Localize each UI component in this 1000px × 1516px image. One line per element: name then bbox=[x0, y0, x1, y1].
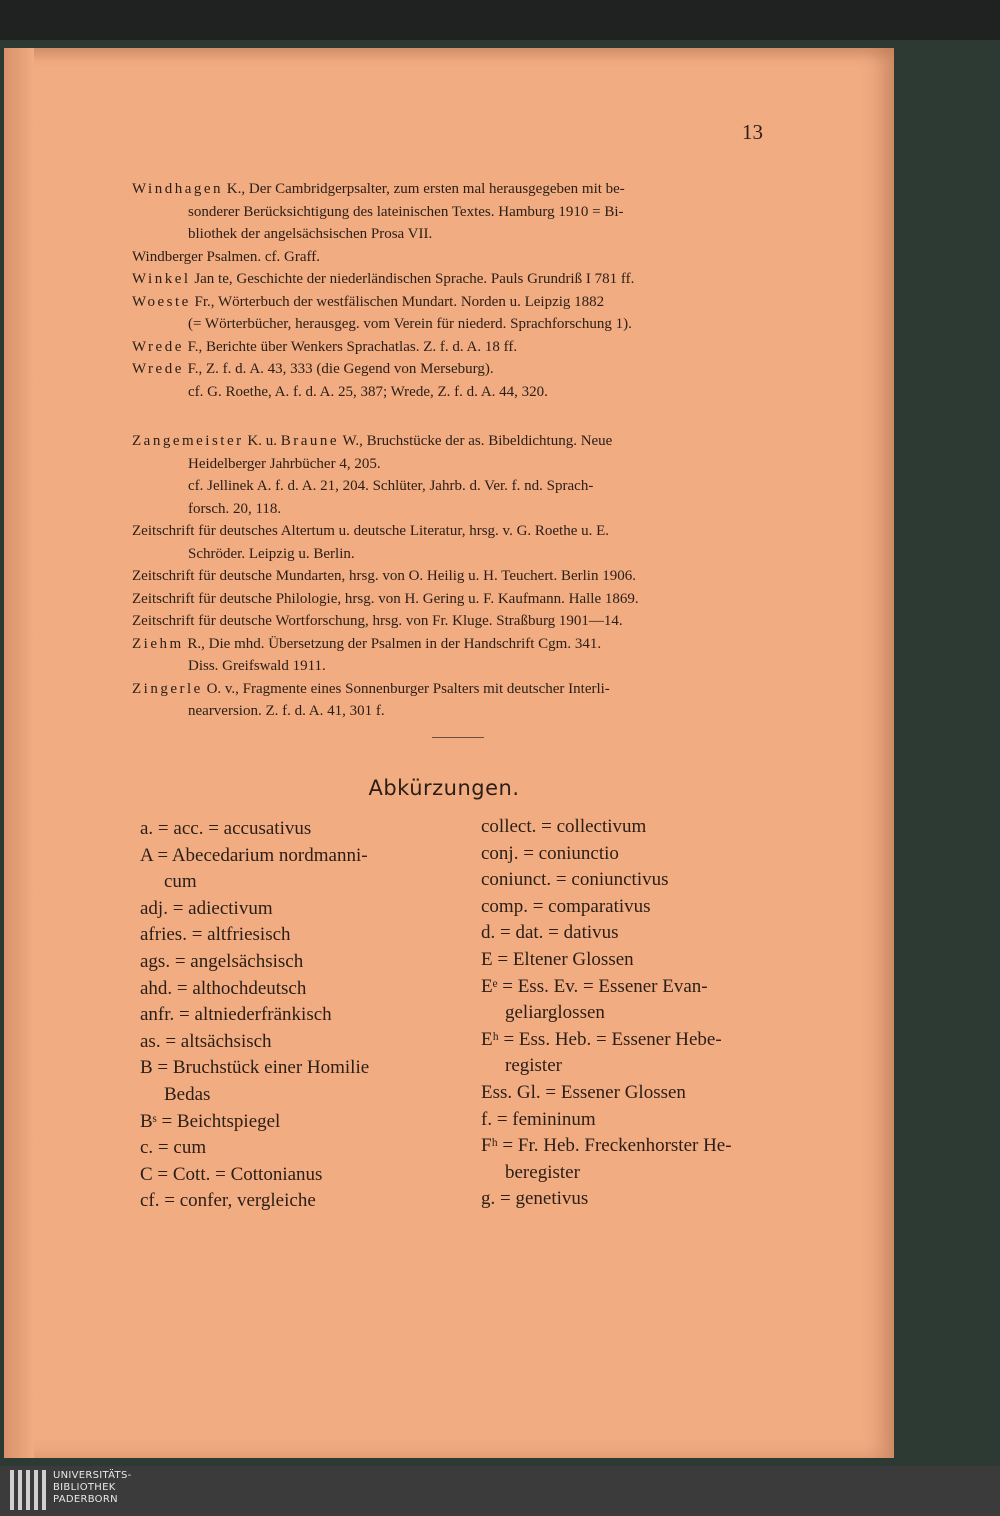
library-footer-bar bbox=[0, 1466, 1000, 1516]
bibliography-entry bbox=[132, 588, 792, 611]
entry-continuation: (= Wörterbücher, herausgeg. vom Verein für niederd. Sprachforschung 1). bbox=[188, 316, 632, 332]
entry-continuation: forsch. 20, 118. bbox=[188, 500, 282, 517]
bibliography-entry bbox=[132, 565, 792, 588]
abbreviation-item: cf. = confer, vergleiche bbox=[140, 1190, 316, 1212]
logo-line-2: BIBLIOTHEK bbox=[53, 1482, 116, 1493]
abbreviation-item: Eᵉ = Ess. Ev. = Essener Evan- bbox=[481, 975, 708, 997]
bibliography-entry bbox=[132, 678, 792, 723]
bibliography-entry bbox=[132, 358, 792, 403]
abbreviation-item: d. = dat. = dativus bbox=[481, 922, 619, 944]
entry-author: Wrede bbox=[132, 338, 184, 355]
abbreviation-continuation: Bedas bbox=[164, 1083, 211, 1105]
entry-continuation: Schröder. Leipzig u. Berlin. bbox=[188, 545, 355, 562]
entry-author: Braune bbox=[280, 433, 340, 449]
library-logo-text bbox=[53, 1470, 132, 1506]
abbreviation-item: E = Eltener Glossen bbox=[481, 948, 634, 970]
bibliography-entry bbox=[132, 430, 792, 520]
entry-text: F., Z. f. d. A. 43, 333 (die Gegend von Merseburg). bbox=[183, 361, 494, 377]
abbreviation-item: a. = acc. = accusativus bbox=[140, 818, 312, 839]
page-binding bbox=[4, 48, 34, 1458]
abbreviation-continuation: cum bbox=[164, 871, 197, 893]
library-logo-icon bbox=[10, 1470, 46, 1510]
logo-line-3: PADERBORN bbox=[53, 1494, 118, 1505]
entry-continuation: bliothek der angelsächsischen Prosa VII. bbox=[188, 226, 433, 242]
entry-continuation: cf. G. Roethe, A. f. d. A. 25, 387; Wrede, Z. f. d. A. 44, 320. bbox=[188, 383, 548, 400]
bibliography-entry bbox=[132, 610, 792, 633]
entry-continuation: Diss. Greifswald 1911. bbox=[188, 658, 326, 674]
abbreviation-item: ags. = angelsächsisch bbox=[140, 950, 304, 972]
entry-author: Winkel bbox=[132, 271, 191, 287]
entry-author: Wrede bbox=[132, 361, 184, 377]
entry-author: Zangemeister bbox=[132, 433, 244, 449]
entry-continuation: sonderer Berücksichtigung des lateinischen Textes. Hamburg 1910 = Bi- bbox=[188, 203, 624, 220]
abbreviation-item: B = Bruchstück einer Homilie bbox=[140, 1057, 370, 1079]
bibliography-entry bbox=[132, 246, 792, 269]
abbreviations-right-column bbox=[481, 814, 786, 1213]
page-number: 13 bbox=[742, 120, 763, 144]
bibliography-z-section bbox=[132, 430, 792, 723]
entry-text: Zeitschrift für deutsche Philologie, hrsg. von H. Gering u. F. Kaufmann. Halle 1869. bbox=[132, 590, 639, 607]
logo-line-1: UNIVERSITÄTS- bbox=[53, 1470, 132, 1481]
entry-text: F., Berichte über Wenkers Sprachatlas. Z. f. d. A. 18 ff. bbox=[183, 338, 518, 355]
entry-continuation: Heidelberger Jahrbücher 4, 205. bbox=[188, 455, 381, 472]
abbreviation-item: Bˢ = Beichtspiegel bbox=[140, 1110, 281, 1132]
abbreviation-item: Eʰ = Ess. Heb. = Essener Hebe- bbox=[481, 1028, 722, 1050]
entry-text: Fr., Wörterbuch der westfälischen Mundart. Norden u. Leipzig 1882 bbox=[190, 293, 605, 310]
abbreviation-item: ahd. = althochdeutsch bbox=[140, 977, 307, 999]
entry-author: Woeste bbox=[132, 293, 191, 310]
abbreviation-item: Fʰ = Fr. Heb. Freckenhorster He- bbox=[481, 1135, 732, 1157]
bibliography-entry bbox=[132, 520, 792, 565]
abbreviation-item: coniunct. = coniunctivus bbox=[481, 869, 669, 891]
abbreviation-continuation: geliarglossen bbox=[505, 1002, 605, 1024]
entry-text: Zeitschrift für deutsche Wortforschung, hrsg. von Fr. Kluge. Straßburg 1901—14. bbox=[132, 613, 623, 629]
abbreviation-item: Ess. Gl. = Essener Glossen bbox=[481, 1081, 686, 1103]
abbreviation-item: as. = altsächsisch bbox=[140, 1030, 272, 1052]
abbreviations-heading: Abkürzungen. bbox=[368, 776, 520, 800]
bibliography-w-section bbox=[132, 178, 792, 403]
entry-text: K. u. bbox=[243, 433, 281, 449]
entry-continuation: nearversion. Z. f. d. A. 41, 301 f. bbox=[188, 703, 385, 719]
entry-text: Zeitschrift für deutsches Altertum u. deutsche Literatur, hrsg. v. G. Roethe u. E. bbox=[132, 523, 610, 539]
entry-text: R., Die mhd. Übersetzung der Psalmen in der Handschrift Cgm. 341. bbox=[183, 635, 602, 652]
abbreviation-item: c. = cum bbox=[140, 1137, 207, 1159]
bibliography-entry bbox=[132, 268, 792, 291]
abbreviation-item: comp. = comparativus bbox=[481, 895, 651, 917]
entry-text: Zeitschrift für deutsche Mundarten, hrsg. von O. Heilig u. H. Teuchert. Berlin 1906. bbox=[132, 568, 636, 584]
entry-continuation: cf. Jellinek A. f. d. A. 21, 204. Schlüter, Jahrb. d. Ver. f. nd. Sprach- bbox=[188, 478, 594, 494]
entry-text: W., Bruchstücke der as. Bibeldichtung. Neue bbox=[339, 433, 613, 449]
bibliography-entry bbox=[132, 633, 792, 678]
abbreviations-left-column bbox=[140, 816, 440, 1215]
abbreviation-item: conj. = coniunctio bbox=[481, 842, 619, 864]
entry-author: Ziehm bbox=[132, 635, 184, 652]
abbreviation-item: adj. = adiectivum bbox=[140, 897, 273, 919]
abbreviation-item: collect. = collectivum bbox=[481, 816, 647, 837]
abbreviation-continuation: beregister bbox=[505, 1161, 580, 1183]
entry-author: Zingerle bbox=[132, 680, 203, 697]
abbreviation-item: afries. = altfriesisch bbox=[140, 924, 291, 946]
abbreviation-item: A = Abecedarium nordmanni- bbox=[140, 844, 368, 866]
abbreviation-item: f. = femininum bbox=[481, 1108, 596, 1130]
abbreviation-item: g. = genetivus bbox=[481, 1188, 589, 1210]
section-divider bbox=[432, 737, 484, 738]
bibliography-entry bbox=[132, 336, 792, 359]
abbreviation-item: anfr. = altniederfränkisch bbox=[140, 1004, 332, 1026]
entry-text: Windberger Psalmen. cf. Graff. bbox=[132, 248, 320, 265]
entry-text: Jan te, Geschichte der niederländischen Sprache. Pauls Grundriß I 781 ff. bbox=[190, 271, 635, 287]
abbreviation-continuation: register bbox=[505, 1055, 562, 1077]
bibliography-entry bbox=[132, 291, 792, 336]
abbreviation-item: C = Cott. = Cottonianus bbox=[140, 1163, 323, 1185]
entry-text: O. v., Fragmente eines Sonnenburger Psalters mit deutscher Interli- bbox=[202, 680, 610, 697]
entry-author: Windhagen bbox=[132, 181, 224, 197]
bibliography-entry bbox=[132, 178, 792, 246]
entry-text: K., Der Cambridgerpsalter, zum ersten mal herausgegeben mit be- bbox=[223, 181, 625, 197]
